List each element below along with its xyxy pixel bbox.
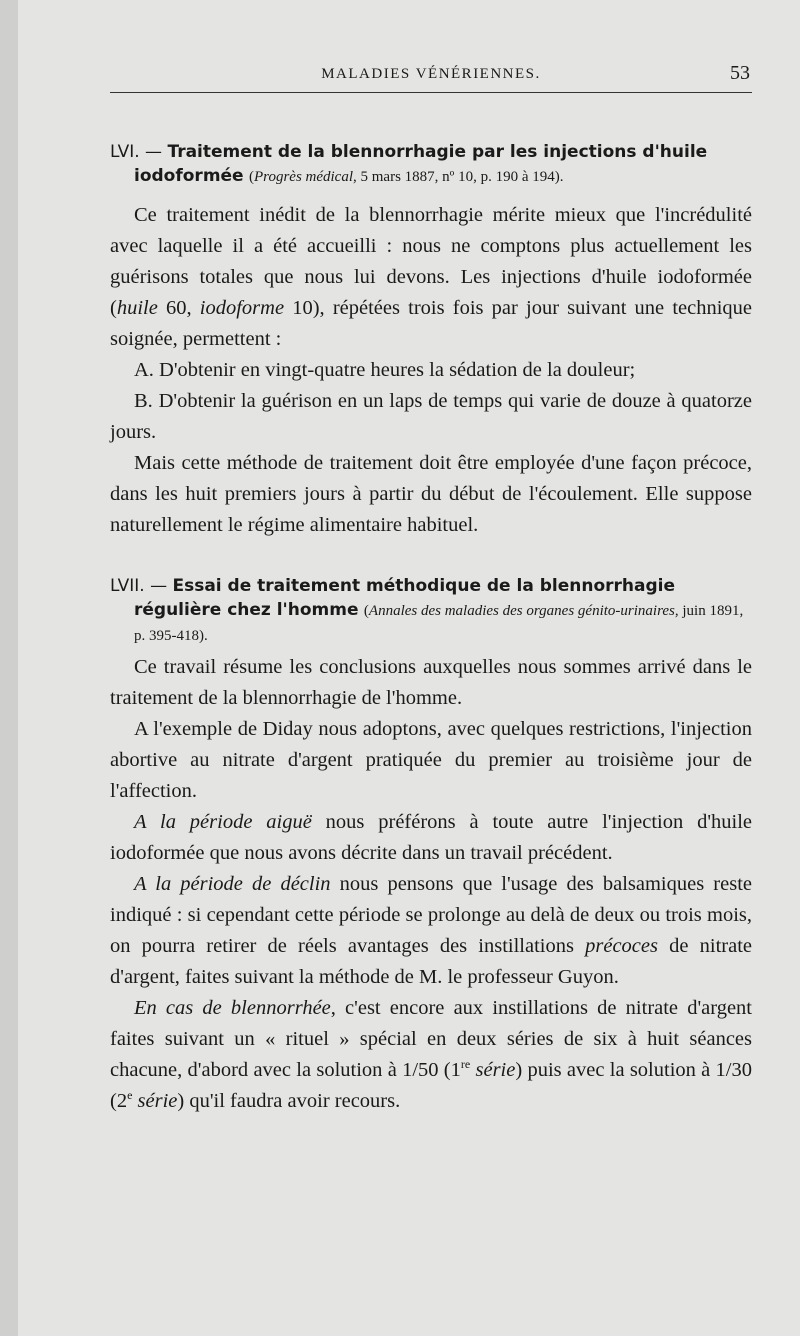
paragraph: En cas de blennorrhée, c'est encore aux instillations de nitrate d'argent faites suivant un « rituel » spécial en deux séries de six à huit séances chacune, d'abord avec la solution à 1/50 (1re série) puis avec la solution à 1/30 (2e série) qu'il faudra avoir recours.	[110, 997, 752, 1112]
entry-number: LVII. —	[110, 576, 168, 596]
paragraph: Ce traitement inédit de la blennorrhagie mérite mieux que l'incrédulité avec laquelle il a été accueilli : nous ne comptons plus actuellement les guérisons totales que nous lui devons. Les injections d'huile iodoformée (huile 60, iodoforme 10), répétées trois fois par jour suivant une technique soignée, permettent :	[110, 204, 753, 350]
running-head: MALADIES VÉNÉRIENNES.	[321, 66, 541, 82]
paragraph: A l'exemple de Diday nous adoptons, avec quelques restrictions, l'injection abortive au nitrate d'argent pratiquée du premier au troisième jour de l'affection.	[110, 718, 752, 802]
entry-lvi	[110, 140, 752, 189]
book-page	[18, 0, 800, 1336]
paragraph: A. D'obtenir en vingt-quatre heures la sédation de la douleur;	[134, 359, 636, 381]
entry-heading	[110, 140, 752, 189]
paragraph: A la période aiguë nous préférons à toute autre l'injection d'huile iodoformée que nous avons décrite dans un travail précédent.	[110, 811, 752, 864]
journal-name: Progrès médical	[254, 169, 354, 185]
entry-title: Traitement de la blennorrhagie par les injections d'huile iodoformée	[134, 142, 708, 186]
paragraph: A la période de déclin nous pensons que l'usage des balsamiques reste indiqué : si cependant cette période se prolonge au delà de deux ou trois mois, on pourra retirer de réels avantages des instillations précoces de nitrate d'argent, faites suivant la méthode de M. le professeur Guyon.	[110, 873, 752, 988]
reference-details: , juin 1891, p. 395-418).	[134, 603, 744, 644]
paragraph: B. D'obtenir la guérison en un laps de temps qui varie de douze à quatorze jours.	[110, 390, 752, 443]
reference-details: , 5 mars 1887, nº 10, p. 190 à 194).	[353, 169, 564, 185]
paragraph: Ce travail résume les conclusions auxquelles nous sommes arrivé dans le traitement de la blennorrhagie de l'homme.	[110, 656, 752, 709]
entry-title: Essai de traitement méthodique de la blennorrhagie régulière chez l'homme	[134, 576, 676, 620]
entry-heading	[110, 574, 752, 648]
entry-reference: (Annales des maladies des organes génito-urinaires, juin 1891, p. 395-418).	[134, 603, 744, 644]
entry-number: LVI. —	[110, 142, 163, 162]
entry-lvii-body	[110, 652, 752, 1117]
entry-lvi-body	[110, 200, 752, 541]
journal-name: Annales des maladies des organes génito-urinaires	[368, 603, 675, 619]
entry-reference: (Progrès médical, 5 mars 1887, nº 10, p. 190 à 194).	[249, 169, 564, 185]
page-number: 53	[730, 62, 750, 84]
page-header	[110, 62, 752, 93]
entry-lvii	[110, 574, 752, 648]
paragraph: Mais cette méthode de traitement doit être employée d'une façon précoce, dans les huit premiers jours à partir du début de l'écoulement. Elle suppose naturellement le régime alimentaire habituel.	[110, 452, 752, 536]
